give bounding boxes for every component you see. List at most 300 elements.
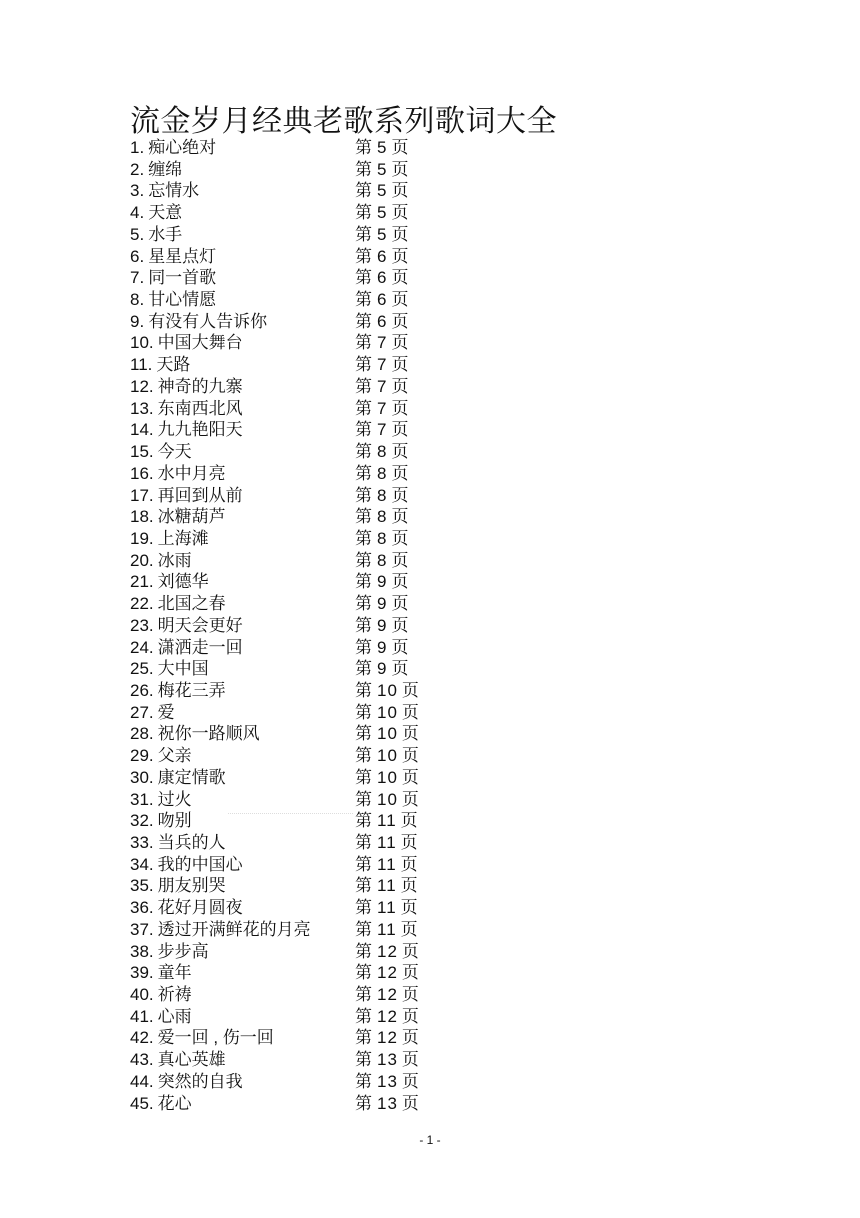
document-title: 流金岁月经典老歌系列歌词大全 (130, 105, 557, 138)
song-title: 童年 (157, 963, 192, 983)
page-prefix: 第 (355, 941, 373, 961)
page-reference (355, 180, 409, 202)
page-reference (355, 637, 409, 659)
entry-number: 39. (130, 963, 154, 983)
page-number: 12 (377, 941, 398, 961)
page-reference (355, 767, 420, 789)
page-prefix: 第 (355, 311, 373, 331)
page-prefix: 第 (355, 659, 373, 679)
toc-entry[interactable] (130, 463, 450, 485)
page-suffix: 页 (401, 1050, 420, 1070)
page-reference (355, 267, 409, 289)
page-reference (355, 571, 409, 593)
toc-entry[interactable] (130, 745, 450, 767)
page-suffix: 页 (391, 138, 410, 157)
page-prefix: 第 (355, 159, 373, 179)
page-suffix: 页 (401, 680, 420, 700)
page-prefix: 第 (355, 854, 373, 874)
toc-entry[interactable] (130, 354, 450, 376)
song-title: 朋友别哭 (157, 876, 226, 896)
page-number: 5 (377, 159, 388, 179)
page-reference (355, 419, 409, 441)
page-number: 6 (377, 290, 388, 310)
toc-entry[interactable] (130, 723, 450, 745)
song-title: 心雨 (157, 1006, 192, 1026)
page-reference (355, 702, 420, 724)
toc-entry[interactable] (130, 984, 450, 1006)
page-reference (355, 332, 409, 354)
entry-number: 9. (130, 311, 145, 331)
song-title: 刘德华 (157, 572, 209, 592)
page-prefix: 第 (355, 463, 373, 483)
toc-entry[interactable] (130, 1071, 450, 1093)
entry-number: 35. (130, 876, 154, 896)
page-number: 7 (377, 333, 388, 353)
entry-number: 19. (130, 528, 154, 548)
page-number: 5 (377, 138, 388, 157)
page-number: 12 (377, 985, 398, 1005)
song-title: 天路 (156, 355, 191, 375)
toc-entry[interactable] (130, 702, 450, 724)
page-prefix: 第 (355, 615, 373, 635)
page-prefix: 第 (355, 376, 373, 396)
entry-number: 10. (130, 333, 154, 353)
toc-entry[interactable] (130, 1027, 450, 1049)
toc-entry[interactable] (130, 593, 450, 615)
page-number: 11 (377, 811, 397, 831)
song-title: 北国之春 (157, 594, 226, 614)
page-suffix: 页 (400, 811, 419, 831)
page-number: 13 (377, 1050, 398, 1070)
page-number: 11 (377, 919, 397, 939)
page-number: 10 (377, 680, 398, 700)
page-reference (355, 919, 419, 941)
table-of-contents (130, 137, 450, 1114)
toc-entry[interactable] (130, 767, 450, 789)
page-reference (355, 962, 420, 984)
page-reference (355, 615, 409, 637)
entry-number: 17. (130, 485, 154, 505)
toc-entry[interactable] (130, 246, 450, 268)
page-number: 6 (377, 268, 388, 288)
page-number: 12 (377, 963, 398, 983)
page-reference (355, 398, 409, 420)
page-suffix: 页 (391, 420, 410, 440)
toc-entry[interactable] (130, 159, 450, 181)
page-suffix: 页 (391, 463, 410, 483)
page-reference (355, 354, 409, 376)
page-reference (355, 137, 409, 159)
toc-entry[interactable] (130, 810, 450, 832)
entry-number: 8. (130, 290, 145, 310)
entry-number: 30. (130, 767, 154, 787)
entry-number: 42. (130, 1028, 154, 1048)
toc-entry[interactable] (130, 441, 450, 463)
page-reference (355, 159, 409, 181)
page-suffix: 页 (401, 1093, 420, 1113)
song-title: 真心英雄 (157, 1050, 226, 1070)
page-reference (355, 528, 409, 550)
page-prefix: 第 (355, 594, 373, 614)
page-number: 8 (377, 550, 388, 570)
entry-number: 23. (130, 615, 154, 635)
toc-entry[interactable] (130, 854, 450, 876)
entry-number: 41. (130, 1006, 154, 1026)
page-prefix: 第 (355, 420, 373, 440)
page-prefix: 第 (355, 290, 373, 310)
song-title: 潇洒走一回 (157, 637, 243, 657)
page-prefix: 第 (355, 1071, 373, 1091)
song-title: 有没有人告诉你 (148, 311, 268, 331)
song-title: 祈祷 (157, 985, 192, 1005)
page-number: 11 (377, 876, 397, 896)
toc-entry[interactable] (130, 615, 450, 637)
page-number: 11 (377, 898, 397, 918)
page-prefix: 第 (355, 898, 373, 918)
page-number-footer: - 1 - (419, 1133, 441, 1147)
page-number: 7 (377, 398, 388, 418)
page-prefix: 第 (355, 355, 373, 375)
song-title: 水中月亮 (157, 463, 226, 483)
page-number: 12 (377, 1006, 398, 1026)
page-reference (355, 658, 409, 680)
page-suffix: 页 (391, 615, 410, 635)
page-prefix: 第 (355, 1006, 373, 1026)
page-number: 9 (377, 659, 388, 679)
toc-entry[interactable] (130, 485, 450, 507)
entry-number: 31. (130, 789, 154, 809)
song-title: 花好月圆夜 (157, 898, 243, 918)
page-reference (355, 897, 419, 919)
page-suffix: 页 (391, 594, 410, 614)
entry-number: 22. (130, 594, 154, 614)
page-number: 5 (377, 203, 388, 223)
page-reference (355, 680, 420, 702)
page-reference (355, 376, 409, 398)
page-number: 13 (377, 1093, 398, 1113)
entry-number: 20. (130, 550, 154, 570)
toc-entry[interactable] (130, 419, 450, 441)
page-reference (355, 1093, 420, 1115)
page-suffix: 页 (401, 963, 420, 983)
page-reference (355, 1049, 420, 1071)
page-suffix: 页 (391, 550, 410, 570)
page-reference (355, 832, 419, 854)
song-title: 大中国 (157, 659, 209, 679)
song-title: 突然的自我 (157, 1071, 243, 1091)
toc-entry[interactable] (130, 919, 450, 941)
page-suffix: 页 (401, 724, 420, 744)
toc-entry[interactable] (130, 550, 450, 572)
page-reference (355, 745, 420, 767)
page-prefix: 第 (355, 550, 373, 570)
page-prefix: 第 (355, 767, 373, 787)
page-suffix: 页 (400, 876, 419, 896)
toc-entry[interactable] (130, 658, 450, 680)
page-reference (355, 1071, 420, 1093)
page-prefix: 第 (355, 702, 373, 722)
page-prefix: 第 (355, 985, 373, 1005)
song-title: 甘心情愿 (148, 290, 217, 310)
entry-number: 25. (130, 659, 154, 679)
page-prefix: 第 (355, 876, 373, 896)
toc-entry[interactable] (130, 637, 450, 659)
entry-number: 21. (130, 572, 154, 592)
toc-entry[interactable] (130, 832, 450, 854)
song-title: 过火 (157, 789, 192, 809)
song-title: 星星点灯 (148, 246, 217, 266)
entry-number: 37. (130, 919, 154, 939)
entry-number: 43. (130, 1050, 154, 1070)
page-reference (355, 550, 409, 572)
song-title: 梅花三弄 (157, 680, 226, 700)
song-title: 明天会更好 (157, 615, 243, 635)
song-title: 父亲 (157, 746, 192, 766)
page-prefix: 第 (355, 833, 373, 852)
page-suffix: 页 (391, 659, 410, 679)
page-number: 13 (377, 1071, 398, 1091)
page-suffix: 页 (391, 528, 410, 548)
toc-entry[interactable] (130, 897, 450, 919)
page-suffix: 页 (391, 572, 410, 592)
page-prefix: 第 (355, 724, 373, 744)
page-number: 9 (377, 594, 388, 614)
page-number: 5 (377, 181, 388, 201)
entry-number: 13. (130, 398, 154, 418)
page-number: 8 (377, 463, 388, 483)
page-reference (355, 810, 419, 832)
toc-entry[interactable] (130, 267, 450, 289)
toc-entry[interactable] (130, 376, 450, 398)
page-reference (355, 984, 420, 1006)
page-reference (355, 593, 409, 615)
song-title: 步步高 (157, 941, 209, 961)
page-suffix: 页 (401, 941, 420, 961)
page-prefix: 第 (355, 246, 373, 266)
toc-entry[interactable] (130, 289, 450, 311)
toc-entry[interactable] (130, 398, 450, 420)
toc-entry[interactable] (130, 180, 450, 202)
page-suffix: 页 (400, 919, 419, 939)
page-number: 5 (377, 224, 388, 244)
page-suffix: 页 (391, 485, 410, 505)
toc-entry[interactable] (130, 1006, 450, 1028)
page-prefix: 第 (355, 485, 373, 505)
page-number: 8 (377, 485, 388, 505)
entry-number: 18. (130, 507, 154, 527)
entry-number: 32. (130, 811, 154, 831)
entry-number: 26. (130, 680, 154, 700)
page-suffix: 页 (401, 746, 420, 766)
entry-number: 44. (130, 1071, 154, 1091)
page-suffix: 页 (391, 181, 410, 201)
song-title: 同一首歌 (148, 268, 217, 288)
song-title: 冰糖葫芦 (157, 507, 226, 527)
song-title: 缠绵 (148, 159, 183, 179)
page-prefix: 第 (355, 268, 373, 288)
page-prefix: 第 (355, 789, 373, 809)
entry-number: 29. (130, 746, 154, 766)
song-title: 吻别 (157, 811, 192, 831)
page-prefix: 第 (355, 1050, 373, 1070)
page-prefix: 第 (355, 507, 373, 527)
toc-entry[interactable] (130, 224, 450, 246)
toc-entry[interactable] (130, 571, 450, 593)
page-suffix: 页 (391, 376, 410, 396)
song-title: 九九艳阳天 (157, 420, 243, 440)
page-suffix: 页 (391, 507, 410, 527)
page-reference (355, 941, 420, 963)
page-number: 6 (377, 246, 388, 266)
page-reference (355, 1027, 420, 1049)
page-suffix: 页 (391, 159, 410, 179)
entry-number: 14. (130, 420, 154, 440)
song-title: 透过开满鲜花的月亮 (157, 919, 311, 939)
page-reference (355, 463, 409, 485)
page-suffix: 页 (401, 1006, 420, 1026)
page-suffix: 页 (401, 789, 420, 809)
entry-number: 36. (130, 898, 154, 918)
page-suffix: 页 (391, 224, 410, 244)
page-number: 8 (377, 507, 388, 527)
page-number: 10 (377, 702, 398, 722)
entry-number: 15. (130, 442, 154, 462)
toc-entry[interactable] (130, 202, 450, 224)
page-suffix: 页 (391, 637, 410, 657)
page-number: 9 (377, 572, 388, 592)
song-title: 康定情歌 (157, 767, 226, 787)
entry-number: 1. (130, 138, 145, 157)
page-prefix: 第 (355, 963, 373, 983)
page-suffix: 页 (391, 333, 410, 353)
page-number: 8 (377, 528, 388, 548)
page-prefix: 第 (355, 1093, 373, 1113)
page-suffix: 页 (400, 898, 419, 918)
page-prefix: 第 (355, 572, 373, 592)
page-number: 10 (377, 767, 398, 787)
page-reference (355, 854, 419, 876)
page-prefix: 第 (355, 1028, 373, 1048)
song-title: 上海滩 (157, 528, 209, 548)
page-reference (355, 1006, 420, 1028)
song-title: 神奇的九寨 (157, 376, 243, 396)
toc-entry[interactable] (130, 941, 450, 963)
toc-entry[interactable] (130, 311, 450, 333)
song-title: 今天 (157, 442, 192, 462)
page-suffix: 页 (391, 290, 410, 310)
page-number: 11 (377, 854, 397, 874)
page-prefix: 第 (355, 528, 373, 548)
page-reference (355, 441, 409, 463)
song-title: 痴心绝对 (148, 138, 217, 157)
entry-number: 45. (130, 1093, 154, 1113)
entry-number: 24. (130, 637, 154, 657)
song-title: 爱一回 , 伤一回 (157, 1028, 274, 1048)
toc-entry[interactable] (130, 332, 450, 354)
page-prefix: 第 (355, 680, 373, 700)
song-title: 花心 (157, 1093, 192, 1113)
page-reference (355, 506, 409, 528)
page-prefix: 第 (355, 919, 373, 939)
page-reference (355, 289, 409, 311)
page-prefix: 第 (355, 811, 373, 831)
toc-entry[interactable] (130, 962, 450, 984)
page-suffix: 页 (401, 767, 420, 787)
page-suffix: 页 (401, 702, 420, 722)
page-prefix: 第 (355, 224, 373, 244)
page-prefix: 第 (355, 398, 373, 418)
page-prefix: 第 (355, 746, 373, 766)
page-number: 6 (377, 311, 388, 331)
page-reference (355, 246, 409, 268)
page-reference (355, 485, 409, 507)
page-number: 7 (377, 355, 388, 375)
page-prefix: 第 (355, 181, 373, 201)
page-number: 11 (377, 833, 397, 852)
page-suffix: 页 (400, 833, 419, 852)
page-number: 12 (377, 1028, 398, 1048)
entry-number: 33. (130, 833, 154, 852)
page-reference (355, 224, 409, 246)
toc-entry[interactable] (130, 137, 450, 159)
page-reference (355, 789, 420, 811)
page-prefix: 第 (355, 333, 373, 353)
page-reference (355, 875, 419, 897)
page-number: 7 (377, 376, 388, 396)
page-prefix: 第 (355, 637, 373, 657)
song-title: 天意 (148, 203, 183, 223)
song-title: 祝你一路顺风 (157, 724, 260, 744)
page-suffix: 页 (391, 442, 410, 462)
entry-number: 11. (130, 355, 153, 375)
page-suffix: 页 (401, 1071, 420, 1091)
toc-entry[interactable] (130, 506, 450, 528)
page-number: 10 (377, 724, 398, 744)
entry-number: 38. (130, 941, 154, 961)
toc-entry[interactable] (130, 789, 450, 811)
entry-number: 40. (130, 985, 154, 1005)
song-title: 忘情水 (148, 181, 200, 201)
page-prefix: 第 (355, 442, 373, 462)
song-title: 当兵的人 (157, 833, 226, 852)
entry-number: 16. (130, 463, 154, 483)
song-title: 再回到从前 (157, 485, 243, 505)
entry-number: 34. (130, 854, 154, 874)
song-title: 冰雨 (157, 550, 192, 570)
toc-entry[interactable] (130, 1049, 450, 1071)
entry-number: 4. (130, 203, 145, 223)
entry-number: 27. (130, 702, 154, 722)
toc-entry[interactable] (130, 528, 450, 550)
page-suffix: 页 (391, 355, 410, 375)
page-prefix: 第 (355, 138, 373, 157)
toc-entry[interactable] (130, 875, 450, 897)
page-number: 9 (377, 615, 388, 635)
page-number: 10 (377, 746, 398, 766)
song-title: 水手 (148, 224, 183, 244)
page-suffix: 页 (391, 398, 410, 418)
page-reference (355, 202, 409, 224)
song-title: 中国大舞台 (157, 333, 243, 353)
entry-number: 7. (130, 268, 145, 288)
entry-number: 5. (130, 224, 145, 244)
entry-number: 2. (130, 159, 145, 179)
toc-entry[interactable] (130, 1093, 450, 1115)
page-reference (355, 311, 409, 333)
page-suffix: 页 (391, 203, 410, 223)
toc-entry[interactable] (130, 680, 450, 702)
page-number: 8 (377, 442, 388, 462)
